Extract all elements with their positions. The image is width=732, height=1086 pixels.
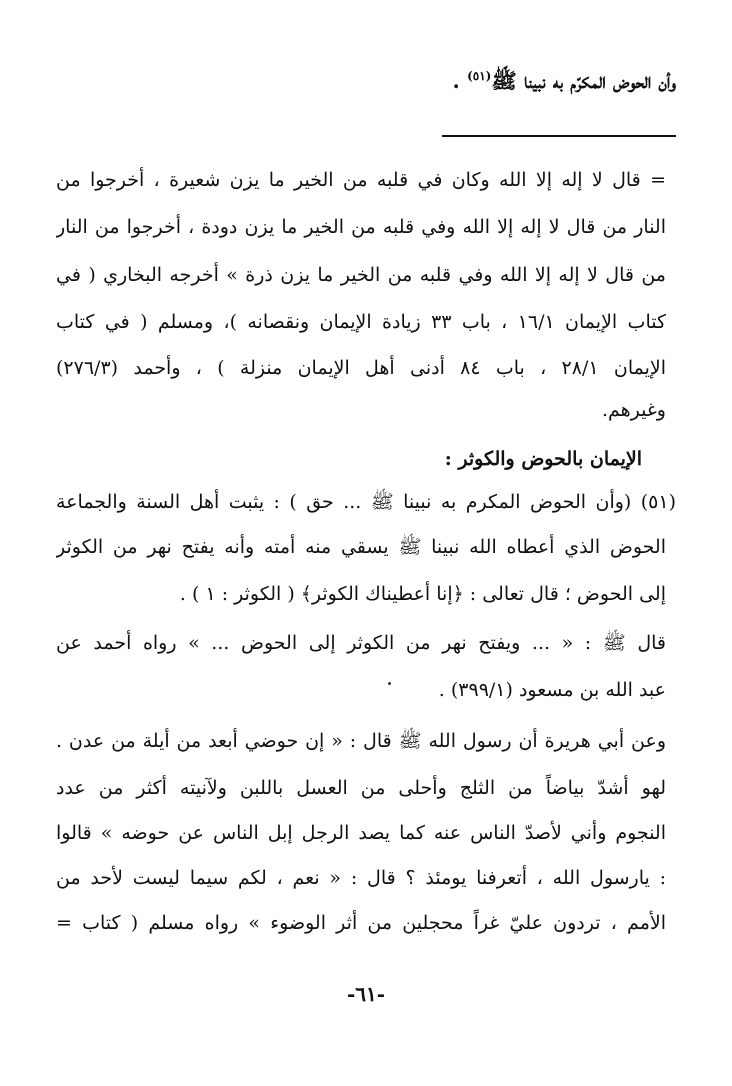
footnote-separator	[442, 135, 676, 137]
footnote-line: قال ﷺ : « ... ويفتح نهر من الكوثر إلى الحوض ... » رواه أحمد عن	[56, 632, 666, 654]
main-text: وأن الحوض المكرّم به نبينا ﷺ	[491, 68, 676, 93]
footnote-reference: (٥١)	[467, 69, 492, 83]
footnote-line: لهو أشدّ بياضاً من الثلج وأحلى من العسل باللبن ولآنيته أكثر من عدد	[56, 777, 666, 799]
ink-dot	[388, 682, 391, 685]
main-text-line	[56, 58, 676, 99]
footnote-line: وغيرهم.	[601, 399, 666, 421]
footnote-line: من قال لا إله إلا الله وفي قلبه من الخير ما يزن ذرة » أخرجه البخاري ( في	[56, 264, 666, 286]
footnote-line: عبد الله بن مسعود (٣٩٩/١) .	[438, 679, 666, 701]
main-text-end: .	[452, 68, 468, 93]
footnote-line: الحوض الذي أعطاه الله نبينا ﷺ يسقي منه أمته وأنه يفتح نهر من الكوثر	[56, 536, 666, 558]
page-number: -٦١-	[346, 982, 386, 1006]
footnote-line: إلى الحوض ؛ قال تعالى : ﴿إنا أعطيناك الكوثر﴾ ( الكوثر : ١ ) .	[179, 583, 666, 605]
footnote-line: النجوم وأني لأصدّ الناس عنه كما يصد الرجل إبل الناس عن حوضه » قالوا	[56, 822, 666, 844]
footnote-line: كتاب الإيمان ١٦/١ ، باب ٣٣ زيادة الإيمان ونقصانه )، ومسلم ( في كتاب	[56, 311, 666, 333]
footnote-line: الأمم ، تردون عليّ غراً محجلين من أثر الوضوء » رواه مسلم ( كتاب =	[56, 912, 666, 934]
footnote-line: الإيمان ٢٨/١ ، باب ٨٤ أدنى أهل الإيمان منزلة ) ، وأحمد (٢٧٦/٣)	[56, 357, 666, 379]
footnote-line: = قال لا إله إلا الله وكان في قلبه من الخير ما يزن شعيرة ، أخرجوا من	[56, 169, 666, 191]
footnote-line: وعن أبي هريرة أن رسول الله ﷺ قال : « إن حوضي أبعد من أيلة من عدن .	[56, 730, 666, 752]
section-heading: الإيمان بالحوض والكوثر :	[444, 448, 642, 470]
footnote-line: النار من قال لا إله إلا الله وفي قلبه من الخير ما يزن دودة ، أخرجوا من النار	[56, 216, 666, 238]
footnote-line: : يارسول الله ، أتعرفنا يومئذ ؟ قال : « نعم ، لكم سيما ليست لأحد من	[56, 867, 666, 889]
footnote-line: (٥١) (وأن الحوض المكرم به نبينا ﷺ ... حق ) : يثبت أهل السنة والجماعة	[56, 491, 676, 513]
